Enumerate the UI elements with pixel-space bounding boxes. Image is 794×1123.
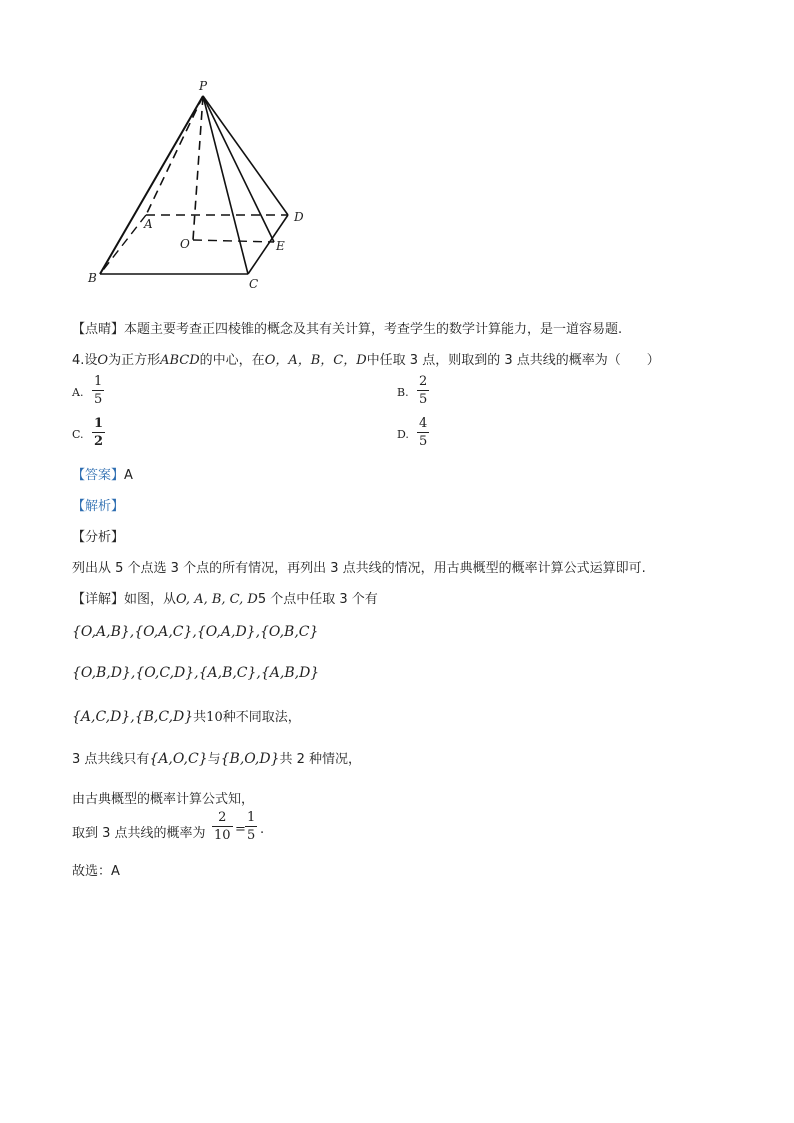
detail-final: 故选：A (72, 864, 120, 879)
detail-line4-post: 共 2 种情况， (279, 752, 362, 767)
detail-line3-post: 种不同取法， (222, 710, 301, 725)
detail-line3-num: 10 (206, 710, 223, 725)
detail-sets-line1: {O,A,B},{O,A,C},{O,A,D},{O,B,C} (72, 624, 319, 640)
option-a-den: 5 (94, 392, 103, 407)
question-number: 4. (72, 353, 85, 368)
label-O: O (180, 237, 190, 251)
detail-line3-sets: {A,C,D},{B,C,D} (72, 709, 194, 725)
label-A: A (144, 217, 153, 231)
detail-intro (72, 588, 378, 607)
option-c-den: 2 (94, 434, 104, 449)
question-line (72, 349, 660, 368)
detail-frac1-num: 2 (218, 810, 227, 825)
comment-line (72, 318, 622, 337)
label-D: D (294, 210, 304, 224)
edge-AB (100, 215, 146, 274)
question-var-o: O (97, 353, 109, 368)
detail-line5: 由古典概型的概率计算公式知， (72, 792, 255, 807)
option-b-letter: B. (397, 386, 409, 399)
option-d-letter: D. (397, 428, 409, 441)
option-d-num: 4 (419, 416, 428, 431)
detail-tag: 【详解】 (72, 592, 125, 607)
detail-intro-post: 5 个点中任取 3 个有 (257, 592, 378, 607)
option-a-num: 1 (94, 374, 103, 389)
comment-tag: 【点晴】 (72, 322, 125, 337)
option-b-den: 5 (419, 392, 428, 407)
question-square: ABCD (160, 353, 200, 368)
option-d-den: 5 (419, 434, 428, 449)
edge-PD (203, 96, 288, 215)
detail-line4-set2: {B,O,D} (220, 751, 280, 767)
option-c-fraction (92, 416, 105, 449)
detail-period: . (260, 822, 265, 837)
question-text-post: 中任取 3 点，则取到的 3 点共线的概率为（ ） (366, 353, 660, 368)
edge-PA (146, 96, 203, 215)
option-d-fraction (417, 416, 429, 449)
pyramid-diagram (78, 70, 328, 300)
label-B: B (88, 271, 97, 285)
fenxi-text: 列出从 5 个点选 3 个点的所有情况，再列出 3 点共线的情况，用古典概型的概率计算公式运算即可. (72, 561, 646, 576)
detail-frac2-num: 1 (247, 810, 256, 825)
label-E: E (276, 239, 285, 253)
detail-eq: = (235, 822, 246, 837)
label-P: P (199, 79, 208, 93)
answer-tag: 【答案】 (72, 468, 125, 483)
detail-intro-pre: 如图，从 (124, 592, 177, 607)
edge-PO (193, 96, 203, 240)
detail-frac1-den: 10 (214, 828, 231, 843)
pyramid-figure (78, 70, 328, 300)
label-C: C (249, 277, 259, 291)
detail-sets-line3 (72, 706, 301, 725)
detail-line4-set1: {A,O,C} (149, 751, 208, 767)
question-points: O，A，B，C，D (264, 353, 367, 368)
question-text-mid2: 的中心，在 (199, 353, 265, 368)
option-a-letter: A. (72, 386, 84, 399)
detail-frac1 (212, 810, 233, 843)
option-b-fraction (417, 374, 429, 407)
detail-line4-pre: 3 点共线只有 (72, 752, 150, 767)
fenxi-tag: 【分析】 (72, 530, 125, 545)
option-b-num: 2 (419, 374, 428, 389)
edge-PC (203, 96, 248, 274)
answer-line (72, 464, 133, 483)
detail-line3-post-pre: 共 (193, 710, 207, 725)
question-text-pre: 设 (84, 353, 98, 368)
option-c-num: 1 (94, 416, 104, 431)
detail-line6-pre: 取到 3 点共线的概率为 (72, 826, 206, 841)
analysis-tag: 【解析】 (72, 499, 125, 514)
detail-sets-line2: {O,B,D},{O,C,D},{A,B,C},{A,B,D} (72, 665, 320, 681)
detail-line4 (72, 748, 361, 767)
detail-intro-points: O, A, B, C, D (176, 592, 258, 607)
edge-OE (193, 240, 274, 242)
detail-frac2-den: 5 (247, 828, 256, 843)
answer-value: A (124, 468, 133, 483)
option-a-fraction (92, 374, 104, 407)
detail-frac2 (245, 810, 257, 843)
question-text-mid: 为正方形 (108, 353, 161, 368)
option-c-letter: C. (72, 428, 84, 441)
comment-text: 本题主要考查正四棱锥的概念及其有关计算，考查学生的数学计算能力，是一道容易题. (124, 322, 623, 337)
detail-line4-mid: 与 (207, 752, 221, 767)
edge-PE (203, 96, 274, 242)
